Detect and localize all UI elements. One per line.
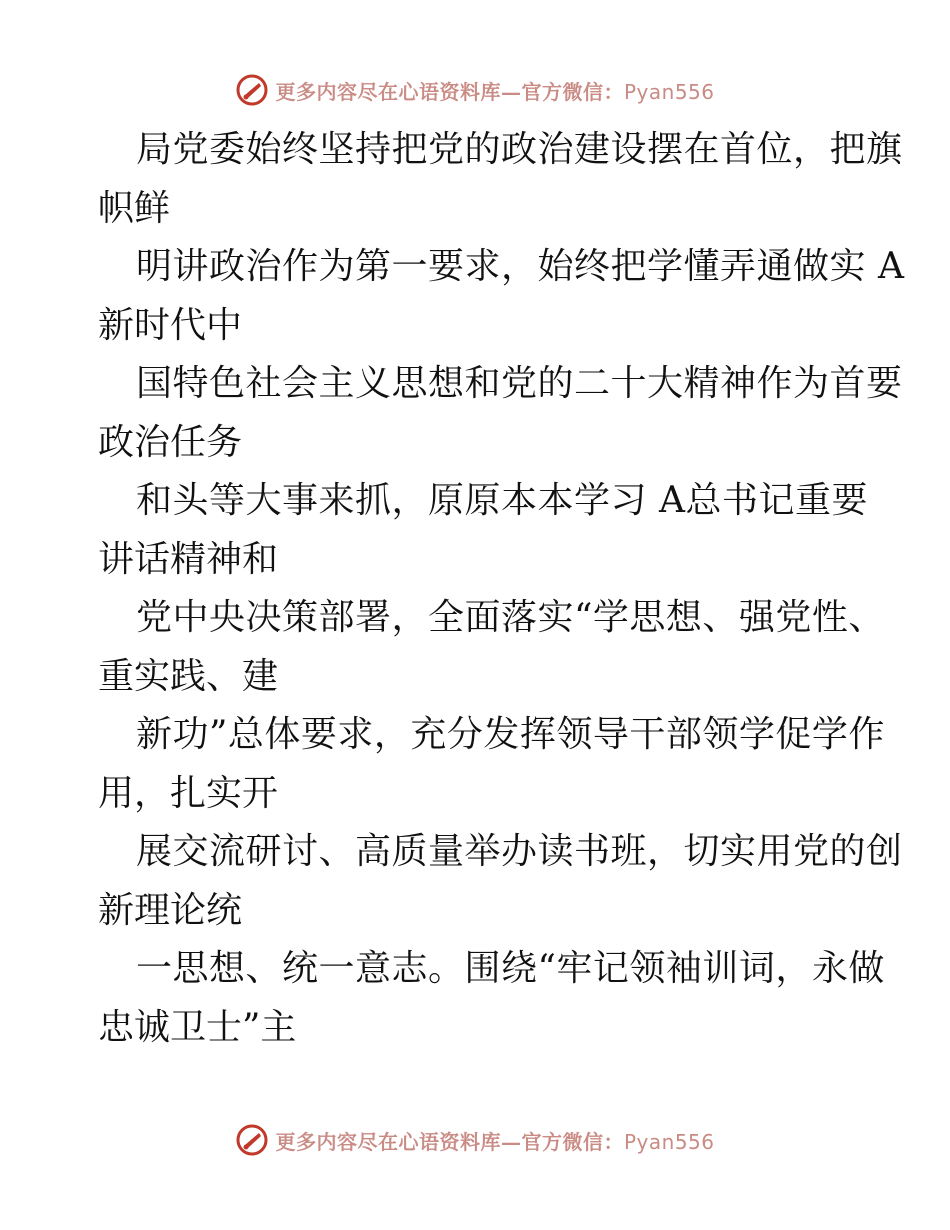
wechat-id: Pyan556 [623,1129,715,1154]
paragraph [98,238,905,355]
brand-logo-icon [235,1123,269,1157]
paragraph-line: 新时代中 [98,304,243,346]
paragraph [98,472,868,589]
paragraph-line: 忠诚卫士”主 [98,1006,297,1048]
paragraph-line: 一思想、统一意志。围绕“牢记领袖训词，永做 [136,948,885,989]
paragraph [98,823,903,940]
banner-text: 更多内容尽在心语资料库—官方微信：Pyan556 [275,1129,715,1154]
header-banner [0,72,950,108]
footer-banner [0,1122,950,1158]
paragraph-line: 局党委始终坚持把党的政治建设摆在首位，把旗 [136,129,903,170]
paragraph-line: 用，扎实开 [98,772,279,814]
wechat-id: Pyan556 [623,79,715,104]
paragraph [98,589,885,706]
paragraph-line: 新理论统 [98,889,243,931]
banner-text: 更多内容尽在心语资料库—官方微信：Pyan556 [275,79,715,104]
paragraph-line: 党中央决策部署，全面落实“学思想、强党性、 [136,597,885,638]
paragraph-line: 明讲政治作为第一要求，始终把学懂弄通做实 A [136,246,905,287]
paragraph [98,706,885,823]
paragraph-line: 政治任务 [98,421,243,463]
paragraph-line: 重实践、建 [98,655,279,697]
paragraph-line: 展交流研讨、高质量举办读书班，切实用党的创 [136,831,903,872]
paragraph-line: 和头等大事来抓，原原本本学习 A总书记重要 [136,480,868,521]
paragraph-line: 讲话精神和 [98,538,279,580]
paragraph-line: 新功”总体要求，充分发挥领导干部领学促学作 [136,714,885,755]
brand-logo-icon [235,73,269,107]
paragraph-line: 帜鲜 [98,187,171,229]
paragraph [98,940,885,1057]
paragraph-line: 国特色社会主义思想和党的二十大精神作为首要 [136,363,903,404]
document-body [98,121,905,1057]
paragraph [98,355,903,472]
paragraph [98,121,903,238]
